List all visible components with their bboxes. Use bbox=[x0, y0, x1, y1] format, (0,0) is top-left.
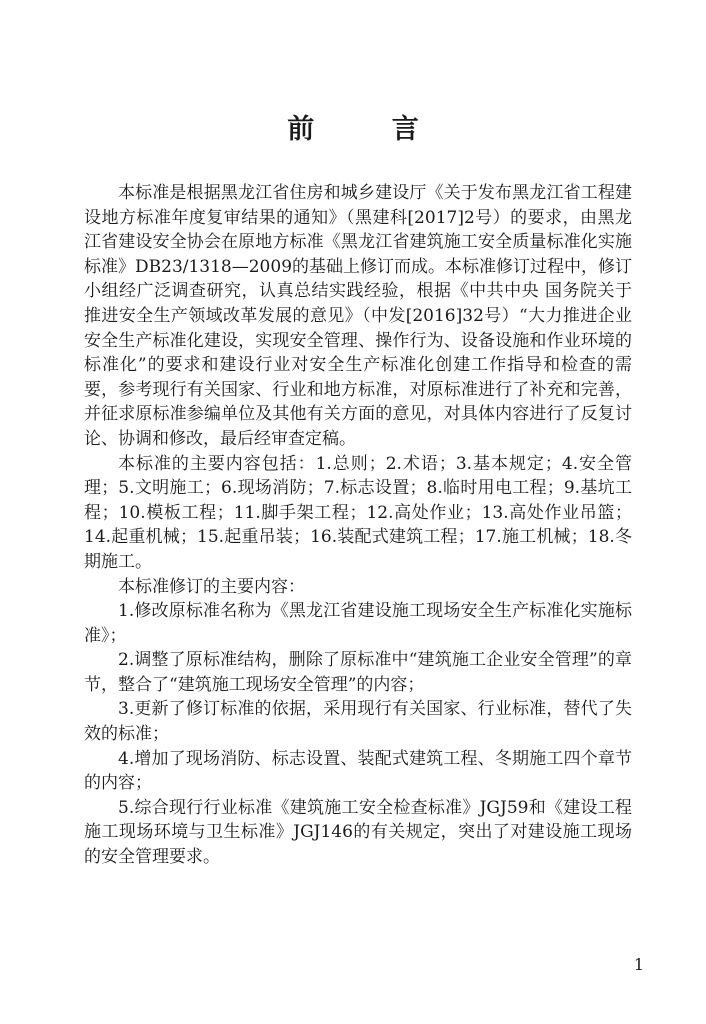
paragraph-revision-heading: 本标准修订的主要内容： bbox=[118, 576, 305, 597]
paragraph-contents: 本标准的主要内容包括：1.总则；2.术语；3.基本规定；4.安全管理；5.文明施工；6.现场消防；7.标志设置；8.临时用电工程；9.基坑工程；10.模板工程；11.脚手架工程；12.高处作业；13.高处作业吊篮；14.起重机械；15.起重吊装；16.装配式建筑工程；17.施工机械；18.冬期施工。 bbox=[84, 453, 632, 572]
paragraph-revision-item-2: 2.调整了原标准结构，删除了原标准中“建筑施工企业安全管理”的章节，整合了“建筑施工现场安全管理”的内容； bbox=[84, 650, 632, 695]
page-number: 1 bbox=[633, 955, 644, 974]
paragraph-revision-item-5: 5.综合现行行业标准《建筑施工安全检查标准》JGJ59和《建设工程施工现场环境与卫生标准》JGJ146的有关规定，突出了对建设施工现场的安全管理要求。 bbox=[84, 797, 632, 868]
preface-body bbox=[84, 181, 632, 870]
page-title: 前 言 bbox=[287, 114, 453, 145]
paragraph-background: 本标准是根据黑龙江省住房和城乡建设厅《关于发布黑龙江省工程建设地方标准年度复审结果的通知》（黑建科[2017]2号）的要求，由黑龙江省建设安全协会在原地方标准《黑龙江省建筑施工安全质量标准化实施标准》DB23/1318—2009的基础上修订而成。本标准修订过程中，修订小组经广泛调查研究，认真总结实践经验，根据《中共中央 国务院关于推进安全生产领域改革发展的意见》（中发[2016]32号）“大力推进企业安全生产标准化建设，实现安全管理、操作行为、设备设施和作业环境的标准化”的要求和建设行业对安全生产标准化创建工作指导和检查的需要，参考现行有关国家、行业和地方标准，对原标准进行了补充和完善，并征求原标准参编单位及其他有关方面的意见，对具体内容进行了反复讨论、协调和修改，最后经审查定稿。 bbox=[84, 183, 633, 449]
paragraph-revision-item-3: 3.更新了修订标准的依据，采用现行有关国家、行业标准，替代了失效的标准； bbox=[84, 699, 632, 745]
paragraph-revision-item-1: 1.修改原标准名称为《黑龙江省建设施工现场安全生产标准化实施标准》； bbox=[84, 601, 632, 646]
paragraph-revision-item-4: 4.增加了现场消防、标志设置、装配式建筑工程、冬期施工四个章节的内容； bbox=[84, 748, 632, 794]
